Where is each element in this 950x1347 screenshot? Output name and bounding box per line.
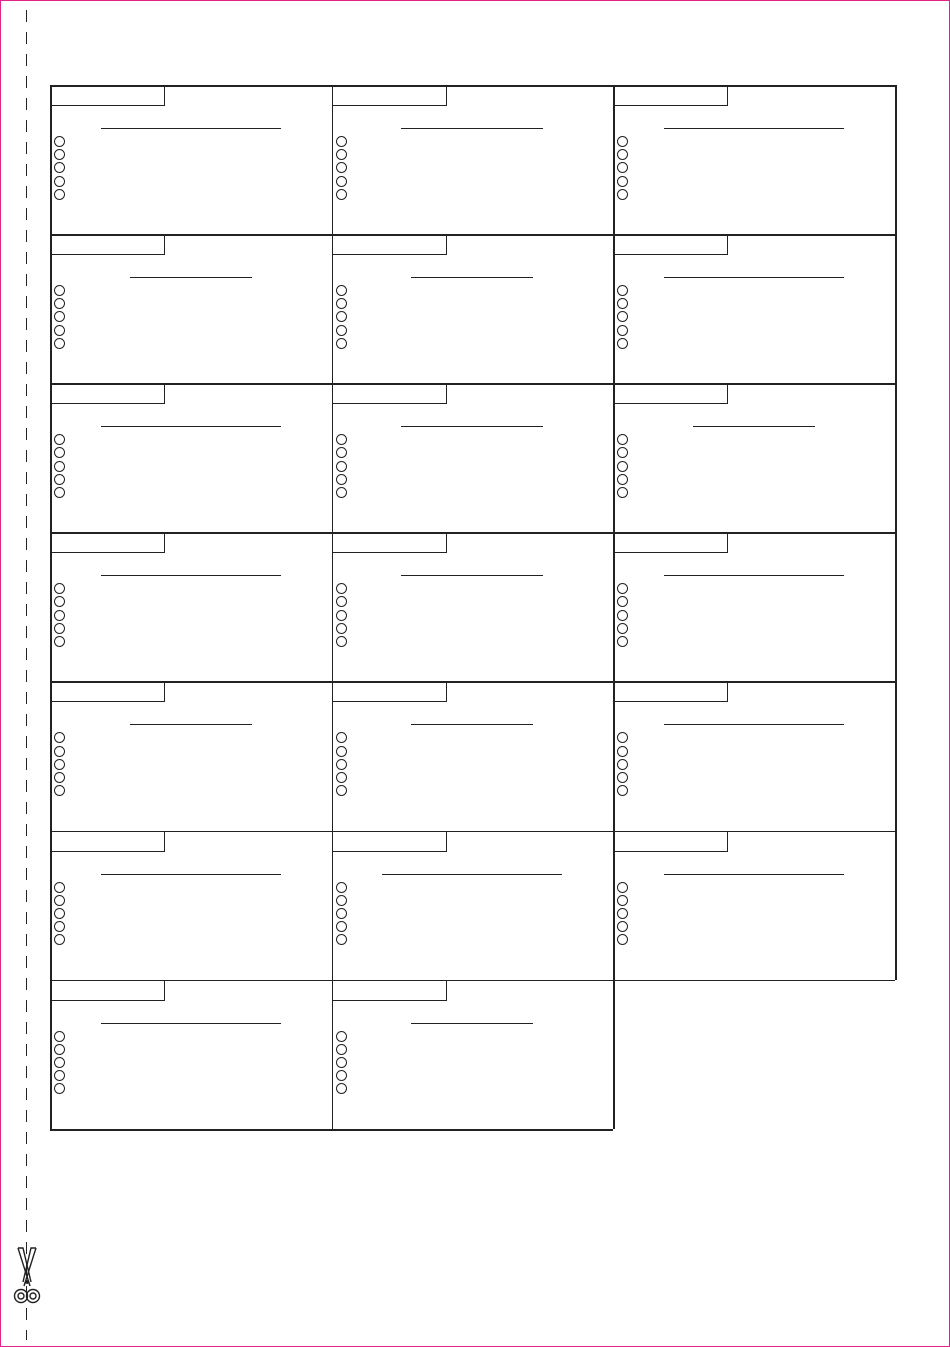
name-line [664, 128, 844, 129]
option-bubble[interactable] [336, 338, 347, 349]
card-number-tab [332, 831, 447, 852]
card-number-tab [332, 532, 447, 553]
option-bubble[interactable] [336, 1044, 347, 1055]
option-bubble[interactable] [617, 487, 628, 498]
option-bubble[interactable] [54, 136, 65, 147]
option-bubble[interactable] [617, 474, 628, 485]
name-line [101, 128, 281, 129]
grid-col-divider [332, 85, 334, 1129]
option-bubble[interactable] [54, 176, 65, 187]
option-bubble[interactable] [336, 325, 347, 336]
card-number-tab [50, 980, 165, 1001]
option-list [54, 583, 65, 649]
option-bubble[interactable] [54, 623, 65, 634]
card-number-tab [332, 85, 447, 106]
answer-card [332, 532, 614, 681]
option-bubble[interactable] [54, 474, 65, 485]
option-bubble[interactable] [617, 882, 628, 893]
option-bubble[interactable] [617, 732, 628, 743]
option-bubble[interactable] [617, 434, 628, 445]
name-line [411, 1023, 533, 1024]
option-bubble[interactable] [336, 447, 347, 458]
option-list [336, 1031, 347, 1097]
option-bubble[interactable] [336, 487, 347, 498]
card-number-tab [613, 681, 728, 702]
option-bubble[interactable] [336, 746, 347, 757]
option-bubble[interactable] [336, 1031, 347, 1042]
option-bubble[interactable] [617, 149, 628, 160]
option-bubble[interactable] [617, 189, 628, 200]
grid-col-divider [613, 85, 615, 980]
grid-row-divider [50, 681, 895, 683]
option-bubble[interactable] [336, 434, 347, 445]
grid-row-divider [50, 831, 895, 833]
card-number-tab [613, 532, 728, 553]
option-list [336, 583, 347, 649]
option-list [617, 882, 628, 948]
option-bubble[interactable] [336, 636, 347, 647]
option-bubble[interactable] [54, 325, 65, 336]
option-bubble[interactable] [54, 908, 65, 919]
option-bubble[interactable] [336, 474, 347, 485]
option-bubble[interactable] [617, 610, 628, 621]
grid-row-divider [50, 383, 895, 385]
option-bubble[interactable] [336, 759, 347, 770]
option-list [336, 732, 347, 798]
answer-card [50, 532, 332, 681]
option-bubble[interactable] [54, 1044, 65, 1055]
option-bubble[interactable] [336, 908, 347, 919]
name-line [411, 277, 533, 278]
option-bubble[interactable] [617, 596, 628, 607]
option-list [54, 285, 65, 351]
answer-card [613, 383, 895, 532]
card-number-tab [332, 383, 447, 404]
option-bubble[interactable] [336, 732, 347, 743]
option-bubble[interactable] [54, 785, 65, 796]
option-list [54, 1031, 65, 1097]
answer-card [50, 831, 332, 980]
option-bubble[interactable] [54, 298, 65, 309]
option-list [617, 732, 628, 798]
card-number-tab [50, 681, 165, 702]
option-bubble[interactable] [54, 895, 65, 906]
option-bubble[interactable] [54, 162, 65, 173]
option-bubble[interactable] [336, 596, 347, 607]
grid-border-right [895, 85, 897, 980]
option-bubble[interactable] [617, 895, 628, 906]
option-list [617, 583, 628, 649]
answer-card [50, 85, 332, 234]
card-number-tab [332, 234, 447, 255]
name-line [101, 1023, 281, 1024]
option-bubble[interactable] [617, 325, 628, 336]
name-line [101, 874, 281, 875]
grid-border-bottom [50, 1129, 613, 1131]
grid-row-divider [50, 532, 895, 534]
option-bubble[interactable] [54, 610, 65, 621]
option-bubble[interactable] [54, 934, 65, 945]
option-bubble[interactable] [617, 447, 628, 458]
card-number-tab [332, 681, 447, 702]
option-bubble[interactable] [336, 772, 347, 783]
answer-card [332, 681, 614, 830]
name-line [664, 575, 844, 576]
card-number-tab [332, 980, 447, 1001]
option-list [617, 136, 628, 202]
card-number-tab [613, 234, 728, 255]
option-bubble[interactable] [617, 623, 628, 634]
name-line [101, 426, 281, 427]
option-bubble[interactable] [54, 746, 65, 757]
option-bubble[interactable] [336, 311, 347, 322]
option-bubble[interactable] [336, 1070, 347, 1081]
option-bubble[interactable] [336, 785, 347, 796]
card-number-tab [613, 85, 728, 106]
option-bubble[interactable] [54, 596, 65, 607]
name-line [664, 874, 844, 875]
option-list [54, 882, 65, 948]
option-bubble[interactable] [336, 895, 347, 906]
name-line [130, 724, 252, 725]
answer-card [332, 980, 614, 1129]
grid-border-step [613, 980, 615, 1129]
answer-card [332, 85, 614, 234]
option-bubble[interactable] [617, 162, 628, 173]
option-bubble[interactable] [54, 149, 65, 160]
option-bubble[interactable] [336, 1057, 347, 1068]
option-bubble[interactable] [617, 338, 628, 349]
answer-card [50, 980, 332, 1129]
option-bubble[interactable] [336, 298, 347, 309]
option-bubble[interactable] [617, 636, 628, 647]
name-line [130, 277, 252, 278]
option-list [54, 434, 65, 500]
option-bubble[interactable] [54, 285, 65, 296]
option-bubble[interactable] [54, 311, 65, 322]
name-line [401, 426, 543, 427]
option-bubble[interactable] [336, 1083, 347, 1094]
option-bubble[interactable] [617, 311, 628, 322]
option-list [336, 285, 347, 351]
answer-card [613, 681, 895, 830]
option-bubble[interactable] [617, 785, 628, 796]
card-number-tab [50, 831, 165, 852]
option-bubble[interactable] [54, 447, 65, 458]
option-bubble[interactable] [336, 162, 347, 173]
option-bubble[interactable] [336, 934, 347, 945]
card-number-tab [50, 383, 165, 404]
option-bubble[interactable] [336, 921, 347, 932]
card-number-tab [613, 383, 728, 404]
option-bubble[interactable] [54, 882, 65, 893]
option-bubble[interactable] [54, 759, 65, 770]
option-bubble[interactable] [617, 746, 628, 757]
option-list [54, 136, 65, 202]
name-line [693, 426, 815, 427]
answer-card [332, 831, 614, 980]
answer-card [50, 681, 332, 830]
option-list [617, 434, 628, 500]
answer-card [613, 532, 895, 681]
option-bubble[interactable] [336, 285, 347, 296]
option-bubble[interactable] [54, 189, 65, 200]
cut-line [26, 10, 27, 1340]
grid-row-divider [50, 980, 895, 982]
option-bubble[interactable] [336, 136, 347, 147]
name-line [401, 128, 543, 129]
option-bubble[interactable] [54, 636, 65, 647]
option-bubble[interactable] [617, 934, 628, 945]
option-bubble[interactable] [336, 882, 347, 893]
name-line [664, 724, 844, 725]
answer-card [332, 383, 614, 532]
option-bubble[interactable] [336, 583, 347, 594]
option-bubble[interactable] [54, 461, 65, 472]
answer-card [332, 234, 614, 383]
grid-border-top [50, 85, 895, 87]
scissors-icon [10, 1246, 44, 1308]
card-number-tab [50, 234, 165, 255]
answer-card [613, 831, 895, 980]
answer-card [613, 234, 895, 383]
option-bubble[interactable] [54, 338, 65, 349]
option-list [54, 732, 65, 798]
card-number-tab [613, 831, 728, 852]
option-bubble[interactable] [54, 487, 65, 498]
option-bubble[interactable] [617, 461, 628, 472]
option-list [336, 434, 347, 500]
name-line [401, 575, 543, 576]
grid-row-divider [50, 234, 895, 236]
option-bubble[interactable] [54, 1083, 65, 1094]
option-bubble[interactable] [54, 772, 65, 783]
option-bubble[interactable] [336, 149, 347, 160]
name-line [382, 874, 562, 875]
card-number-tab [50, 532, 165, 553]
option-bubble[interactable] [617, 136, 628, 147]
option-bubble[interactable] [617, 298, 628, 309]
option-bubble[interactable] [54, 732, 65, 743]
option-bubble[interactable] [617, 759, 628, 770]
option-bubble[interactable] [54, 1070, 65, 1081]
option-bubble[interactable] [336, 461, 347, 472]
option-bubble[interactable] [54, 921, 65, 932]
option-bubble[interactable] [336, 623, 347, 634]
option-bubble[interactable] [54, 434, 65, 445]
option-bubble[interactable] [617, 908, 628, 919]
name-line [411, 724, 533, 725]
option-list [336, 882, 347, 948]
option-bubble[interactable] [617, 583, 628, 594]
option-bubble[interactable] [54, 1057, 65, 1068]
answer-card [50, 234, 332, 383]
option-bubble[interactable] [336, 189, 347, 200]
option-bubble[interactable] [54, 1031, 65, 1042]
name-line [664, 277, 844, 278]
card-number-tab [50, 85, 165, 106]
option-bubble[interactable] [336, 176, 347, 187]
option-bubble[interactable] [617, 285, 628, 296]
answer-card [50, 383, 332, 532]
option-bubble[interactable] [617, 921, 628, 932]
name-line [101, 575, 281, 576]
option-bubble[interactable] [54, 583, 65, 594]
option-list [336, 136, 347, 202]
option-bubble[interactable] [336, 610, 347, 621]
grid-border-left [50, 85, 52, 1129]
option-bubble[interactable] [617, 176, 628, 187]
answer-card [613, 85, 895, 234]
option-list [617, 285, 628, 351]
option-bubble[interactable] [617, 772, 628, 783]
